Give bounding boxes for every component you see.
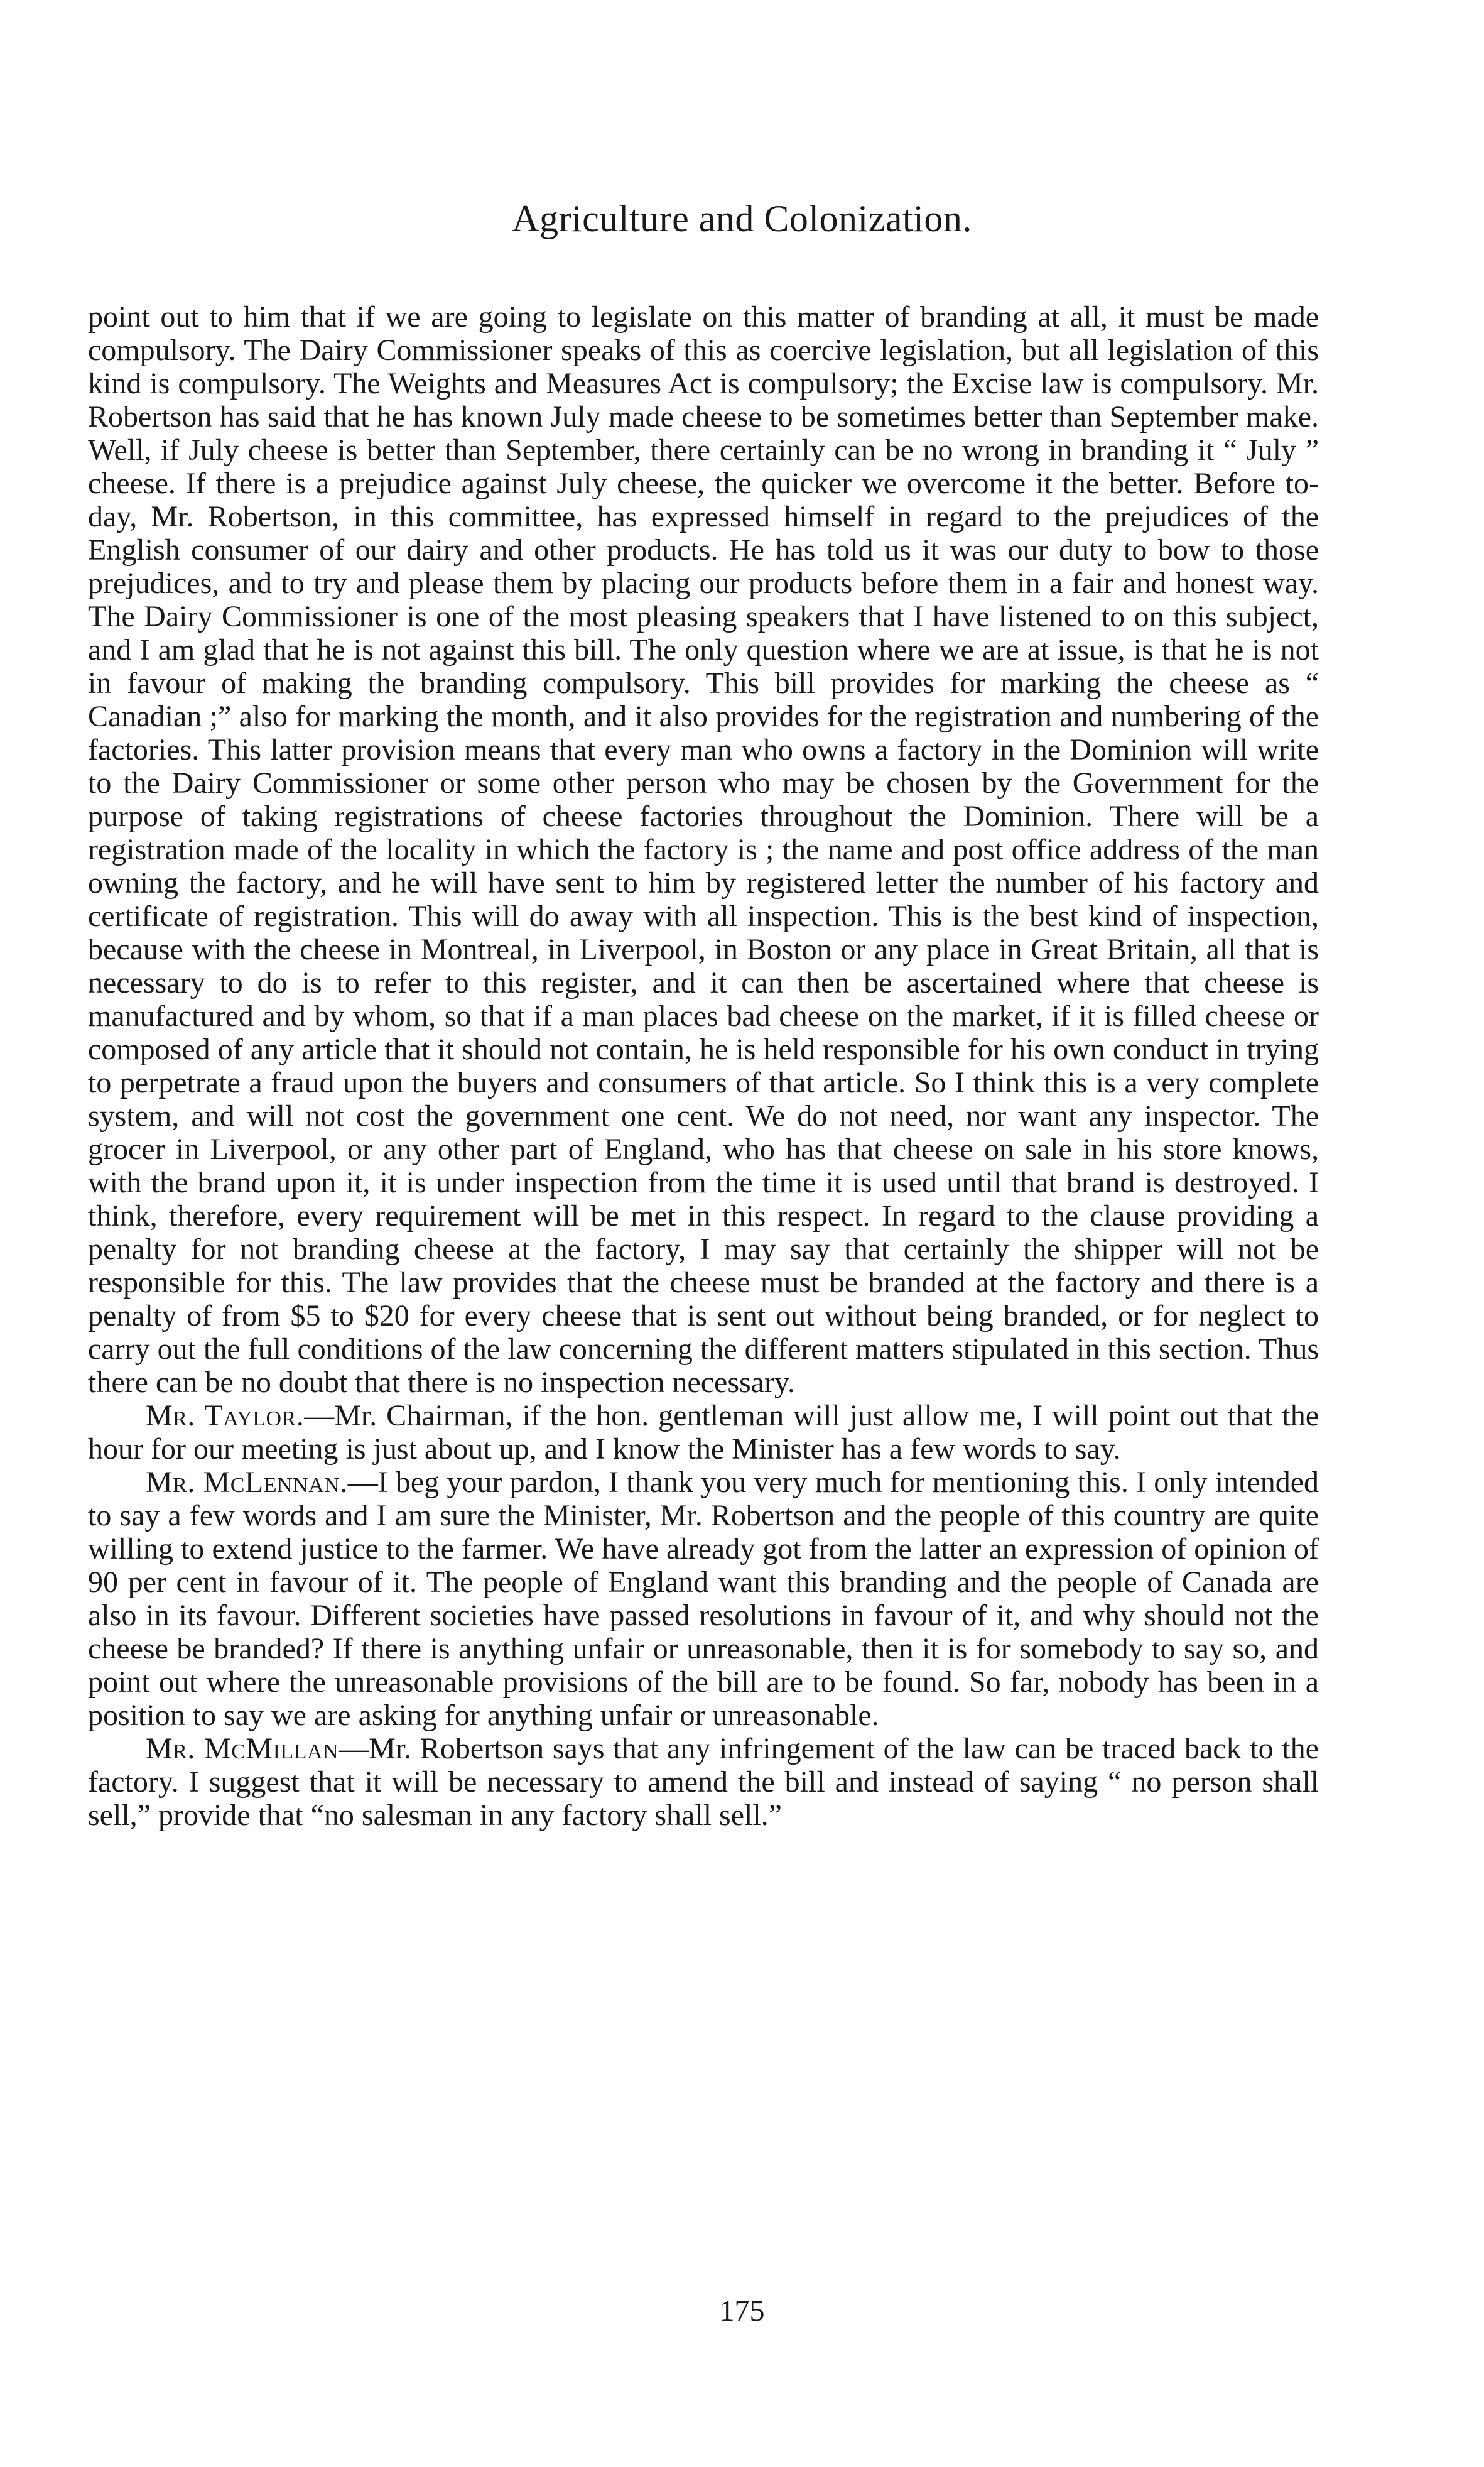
page-number: 175	[719, 2294, 765, 2328]
running-head: Agriculture and Colonization.	[512, 198, 972, 239]
speaker-name: Mr. McMillan	[146, 1732, 339, 1765]
paragraph-text: —Mr. Chairman, if the hon. gentleman will just allow me, I will point out that the hour for our meeting is just about up, and I know the Minister has a few words to say.	[88, 1399, 1319, 1466]
body-text	[88, 300, 1319, 1832]
paragraph-mclennan	[88, 1466, 1319, 1732]
paragraph-text: —I beg your pardon, I thank you very much for mentioning this. I only intended to say a few words and I am sure the Minister, Mr. Robertson and the people of this country are quite willing to extend justice to the farmer. We have already got from the latter an expression of opinion of 90 per cent in favour of it. The people of England want this branding and the people of Canada are also in its favour. Different societies have passed resolutions in favour of it, and why should not the cheese be branded? If there is anything unfair or unreasonable, then it is for somebody to say so, and point out where the unreasonable provisions of the bill are to be found. So far, nobody has been in a position to say we are asking for anything unfair or unreasonable.	[88, 1466, 1319, 1732]
speaker-name: Mr. Taylor.	[146, 1399, 305, 1432]
paragraph-mcmillan	[88, 1732, 1319, 1832]
paragraph-text: —Mr. Robertson says that any infringement of the law can be traced back to the factory. I suggest that it will be necessary to amend the bill and instead of saying “ no person shall sell,” provide that “no salesman in any factory shall sell.”	[88, 1732, 1319, 1832]
paragraph-text: point out to him that if we are going to legislate on this matter of branding at all, it must be made compulsory. The Dairy Commissioner speaks of this as coercive legislation, but all legislation of this kind is compulsory. The Weights and Measures Act is compulsory; the Excise law is compulsory. Mr. Robertson has said that he has known July made cheese to be sometimes better than September make. Well, if July cheese is better than September, there certainly can be no wrong in branding it “ July ” cheese. If there is a prejudice against July cheese, the quicker we overcome it the better. Before to-day, Mr. Robertson, in this committee, has expressed himself in regard to the prejudices of the English consumer of our dairy and other products. He has told us it was our duty to bow to those prejudices, and to try and please them by placing our products before them in a fair and honest way. The Dairy Commissioner is one of the most pleasing speakers that I have listened to on this subject, and I am glad that he is not against this bill. The only question where we are at issue, is that he is not in favour of making the branding compulsory. This bill provides for marking the cheese as “ Canadian ;” also for marking the month, and it also provides for the registration and numbering of the factories. This latter provision means that every man who owns a factory in the Dominion will write to the Dairy Commissioner or some other person who may be chosen by the Government for the purpose of taking registrations of cheese factories throughout the Dominion. There will be a registration made of the locality in which the factory is ; the name and post office address of the man owning the factory, and he will have sent to him by registered letter the number of his factory and certificate of registration. This will do away with all inspection. This is the best kind of inspection, because with the cheese in Montreal, in Liverpool, in Boston or any place in Great Britain, all that is necessary to do is to refer to this register, and it can then be ascertained where that cheese is manufactured and by whom, so that if a man places bad cheese on the market, if it is filled cheese or composed of any article that it should not contain, he is held responsible for his own conduct in trying to perpetrate a fraud upon the buyers and consumers of that article. So I think this is a very complete system, and will not cost the government one cent. We do not need, nor want any inspector. The grocer in Liverpool, or any other part of England, who has that cheese on sale in his store knows, with the brand upon it, it is under inspection from the time it is used until that brand is destroyed. I think, therefore, every requirement will be met in this respect. In regard to the clause providing a penalty for not branding cheese at the factory, I may say that certainly the shipper will not be responsible for this. The law provides that the cheese must be branded at the factory and there is a penalty of from $5 to $20 for every cheese that is sent out without being branded, or for neglect to carry out the full conditions of the law concerning the different matters stipulated in this section. Thus there can be no doubt that there is no inspection necessary.	[88, 300, 1319, 1399]
paragraph-continuation	[88, 300, 1319, 1399]
speaker-name: Mr. McLennan.	[146, 1466, 348, 1499]
paragraph-taylor	[88, 1399, 1319, 1466]
